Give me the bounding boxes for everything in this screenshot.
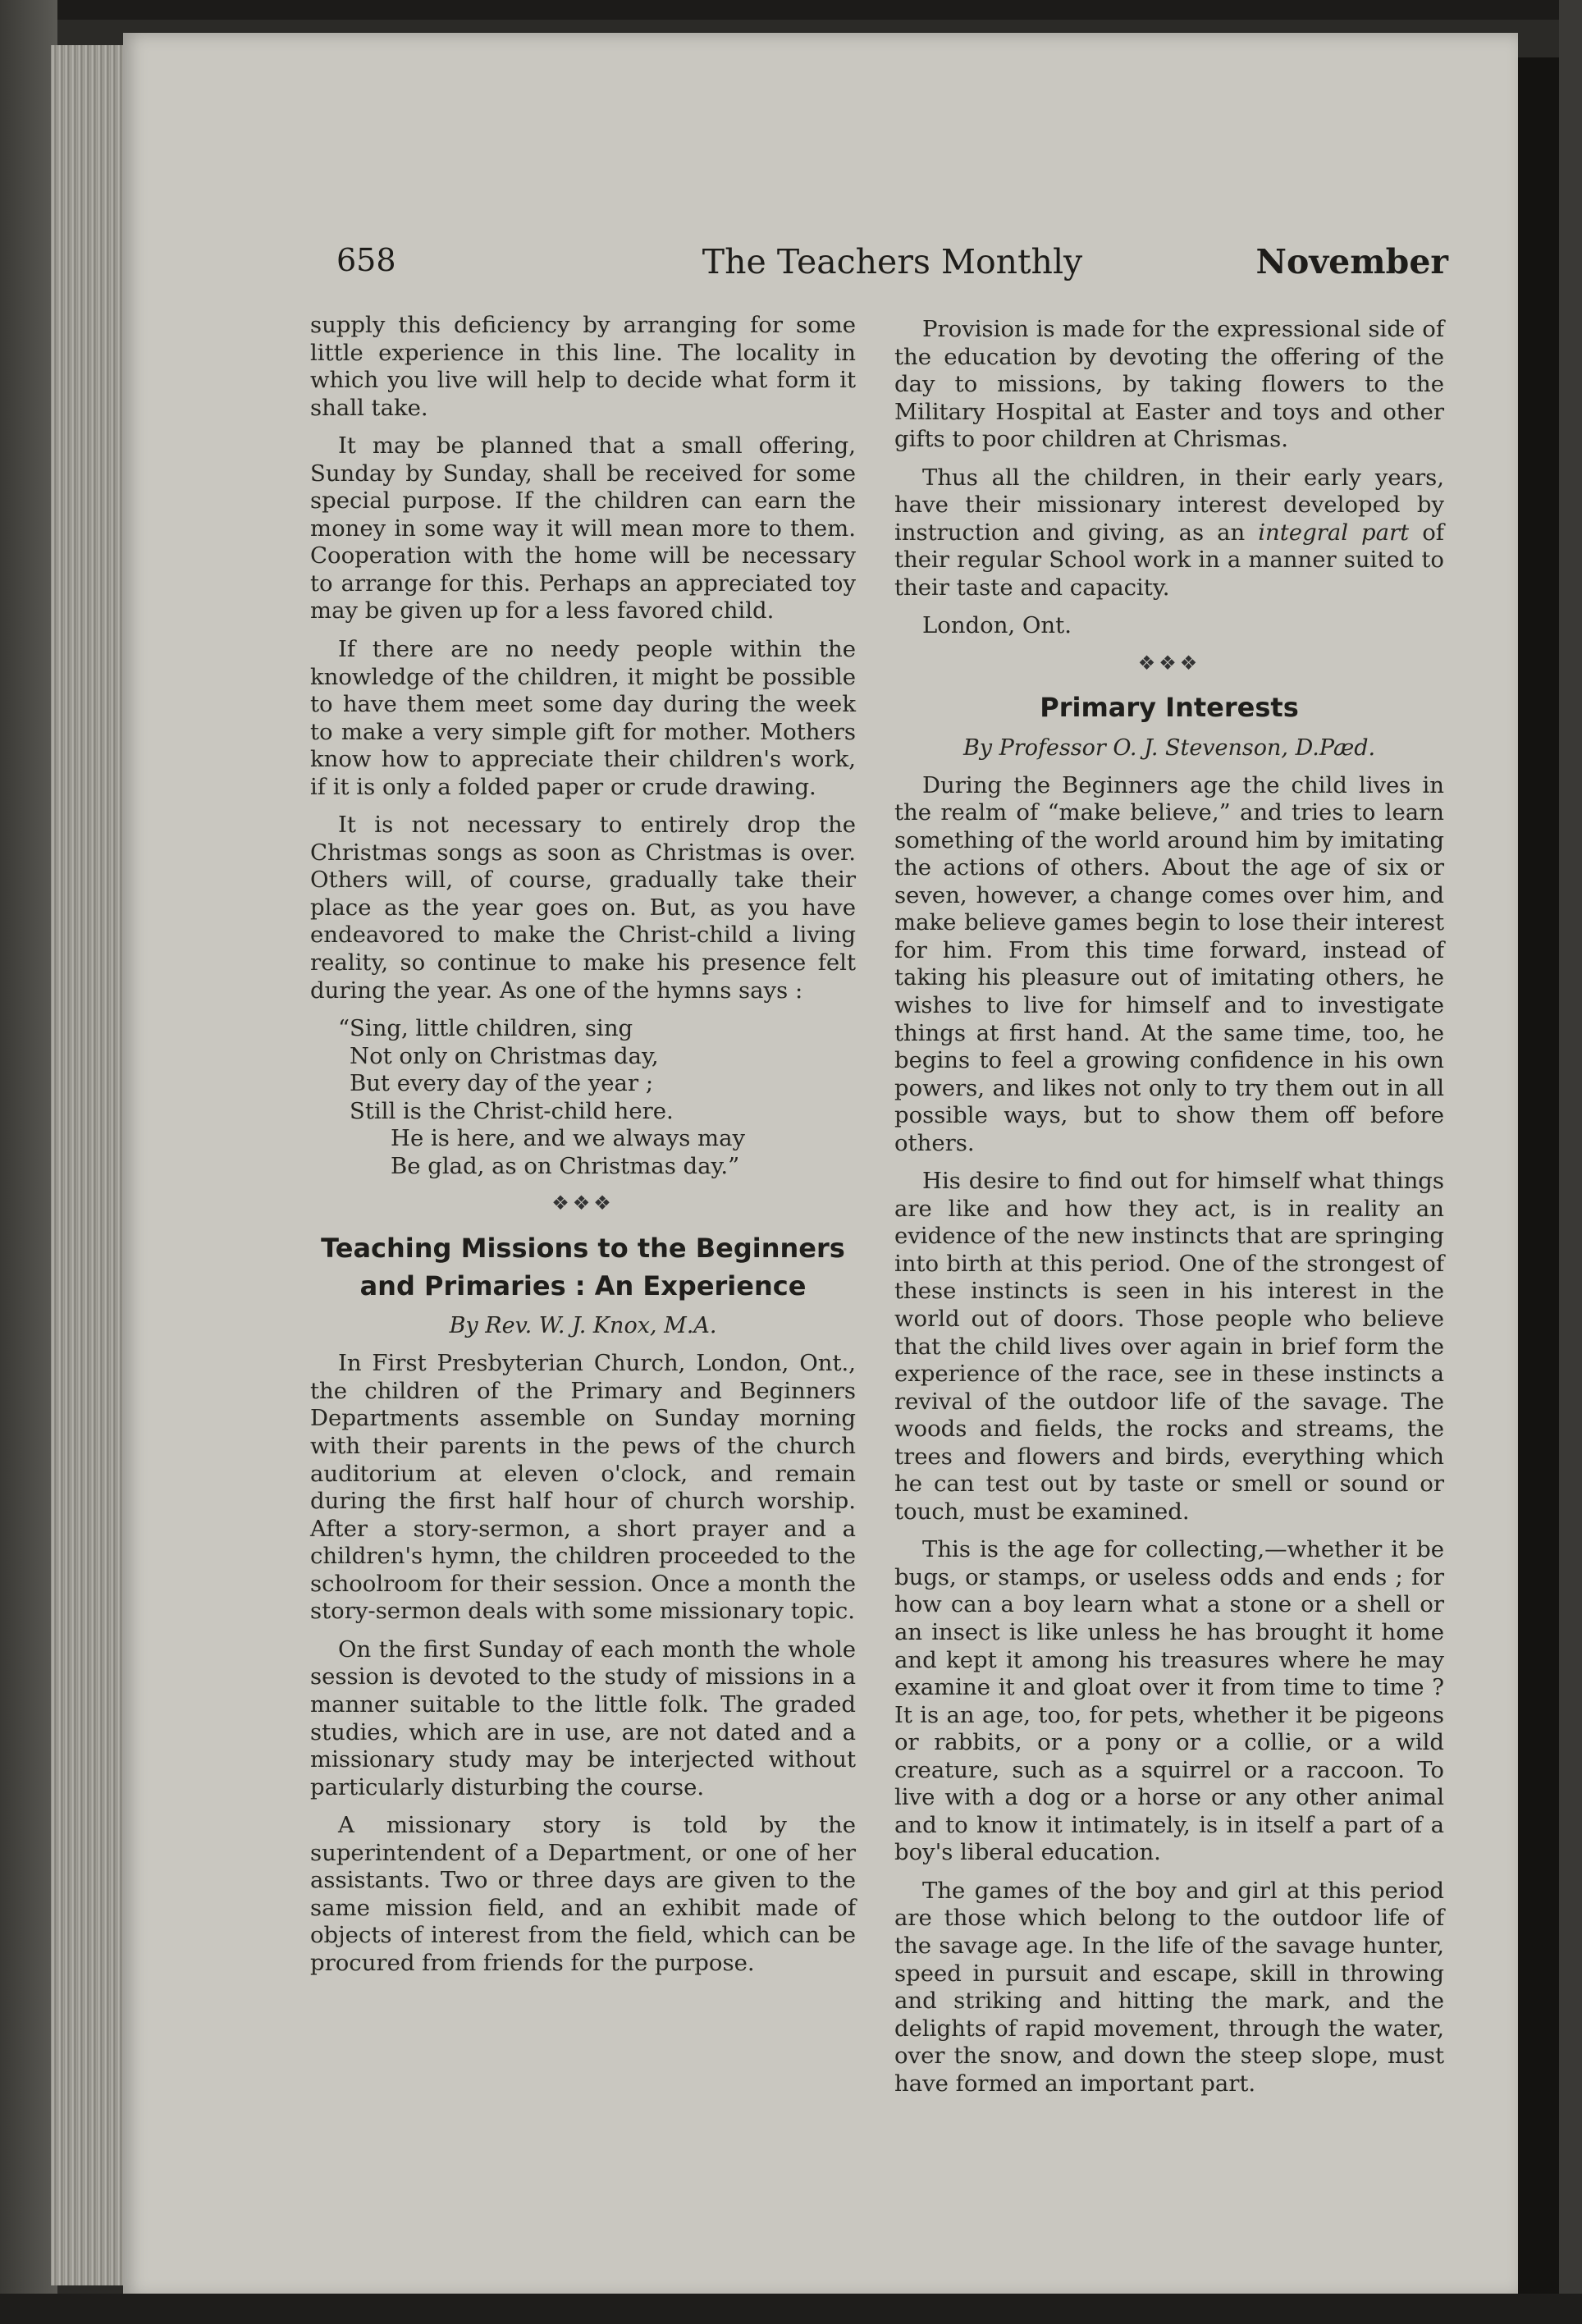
- emphasis: integral part: [1258, 519, 1410, 546]
- paragraph: [894, 464, 1444, 602]
- section-ornament: ❖❖❖: [1137, 652, 1201, 675]
- paragraph: supply this deficiency by arranging for some little experience in this line. The locality in which you live will help to decide what form it shall take.: [310, 312, 856, 421]
- article-title-line: Teaching Missions to the Beginners: [321, 1232, 845, 1264]
- poem-line: Not only on Christmas day,: [350, 1042, 659, 1069]
- scan-top-edge: [0, 0, 1582, 20]
- poem-line: He is here, and we always may: [391, 1125, 746, 1152]
- poem-line: “Sing, little children, sing: [338, 1015, 633, 1042]
- hymn-quote: [310, 1015, 856, 1180]
- article-byline: By Rev. W. J. Knox, M.A.: [449, 1313, 717, 1339]
- poem-line: Be glad, as on Christmas day.”: [391, 1152, 740, 1179]
- article-byline: By Professor O. J. Stevenson, D.Pæd.: [962, 734, 1376, 761]
- scan-left-edge: [0, 0, 57, 2324]
- paragraph: The games of the boy and girl at this period are those which belong to the outdoor life of the savage age. In the life of the savage hunter, speed in pursuit and escape, skill in throwing and striking and hitting the mark, and the delights of rapid movement, through the water, over the snow, and down the steep slope, must have formed an important part.: [894, 1877, 1444, 2097]
- paragraph: His desire to find out for himself what things are like and how they act, is in reality an evidence of the new instincts that are springing into birth at this period. One of the strongest of these instincts is seen in his interest in the world out of doors. Those people who believe that the child lives over again in brief form the experience of the race, see in these instincts a revival of the outdoor life of the savage. The woods and fields, the rocks and streams, the trees and flowers and birds, everything which he can test out by taste or smell or sound or touch, must be examined.: [894, 1168, 1444, 1525]
- paragraph: Provision is made for the expressional side of the education by devoting the offering of the day to missions, by taking flowers to the Military Hospital at Easter and toys and other gifts to poor children at Chrismas.: [894, 316, 1444, 453]
- right-column: [894, 316, 1444, 2108]
- section-ornament: ❖❖❖: [551, 1192, 615, 1215]
- running-header: [336, 242, 1448, 291]
- signoff: London, Ont.: [922, 612, 1072, 639]
- paragraph: This is the age for collecting,—whether it be bugs, or stamps, or useless odds and ends ; for how can a boy learn what a stone or a shell or an insect is like unless he has brought it home and kept it among his treasures where he may examine it and gloat over it from time to time ? It is an age, too, for pets, whether it be pigeons or rabbits, or a pony or a collie, or a wild creature, such as a squirrel or a raccoon. To live with a dog or a horse or any other animal and to know it intimately, is in itself a part of a boy's liberal education.: [894, 1536, 1444, 1866]
- page-number: 658: [336, 242, 396, 278]
- left-column: [310, 312, 856, 1988]
- paragraph: If there are no needy people within the knowledge of the children, it might be possible to have them meet some day during the week to make a very simple gift for mother. Mothers know how to appreciate their children's work, if it is only a folded paper or crude drawing.: [310, 636, 856, 800]
- scan-bottom-edge: [0, 2294, 1582, 2324]
- text-run: Thus all the children, in their early years, have their missionary interest developed by instruction and giving, as an: [894, 464, 1444, 546]
- article-title: [310, 1229, 856, 1306]
- paragraph: In First Presbyterian Church, London, Ont., the children of the Primary and Beginners Departments assemble on Sunday morning with their parents in the pews of the church auditorium at eleven o'clock, and remain during the first half hour of church worship. After a story-sermon, a short prayer and a children's hymn, the children proceeded to the schoolroom for their session. Once a month the story-sermon deals with some missionary topic.: [310, 1350, 856, 1625]
- paragraph: It may be planned that a small offering, Sunday by Sunday, shall be received for some special purpose. If the children can earn the money in some way it will mean more to them. Cooperation with the home will be necessary to arrange for this. Perhaps an appreciated toy may be given up for a less favored child.: [310, 432, 856, 624]
- book-spine: [1518, 57, 1559, 2322]
- paragraph: During the Beginners age the child lives in the realm of “make believe,” and tries to learn something of the world around him by imitating the actions of others. About the age of six or seven, however, a change comes over him, and make believe games begin to lose their interest for him. From this time forward, instead of taking his pleasure out of imitating others, he wishes to live for himself and to investigate things at first hand. At the same time, too, he begins to feel a growing confidence in his own powers, and likes not only to try them out in all possible ways, but to show them off before others.: [894, 771, 1444, 1156]
- issue-month: November: [1255, 242, 1448, 281]
- journal-title: The Teachers Monthly: [702, 242, 1083, 281]
- article-title: Primary Interests: [1040, 692, 1299, 724]
- paragraph: It is not necessary to entirely drop the Christmas songs as soon as Christmas is over. Others will, of course, gradually take their place as the year goes on. But, as you have endeavored to make the Christ-child a living reality, so continue to make his presence felt during the year. As one of the hymns says :: [310, 812, 856, 1004]
- paragraph: On the first Sunday of each month the whole session is devoted to the study of missions in a manner suitable to the little folk. The graded studies, which are in use, are not dated and a missionary study may be interjected without particularly disturbing the course.: [310, 1635, 856, 1800]
- poem-line: Still is the Christ-child here.: [350, 1097, 674, 1124]
- article-title-line: and Primaries : An Experience: [359, 1270, 807, 1302]
- scan-right-edge: [1559, 0, 1582, 2324]
- text-run: of their regular School work in a manner suited to their taste and capacity.: [894, 519, 1444, 601]
- paragraph: A missionary story is told by the superintendent of a Department, or one of her assistants. Two or three days are given to the same mission field, and an exhibit made of objects of interest from the field, which can be procured from friends for the purpose.: [310, 1812, 856, 1976]
- poem-line: But every day of the year ;: [350, 1070, 654, 1097]
